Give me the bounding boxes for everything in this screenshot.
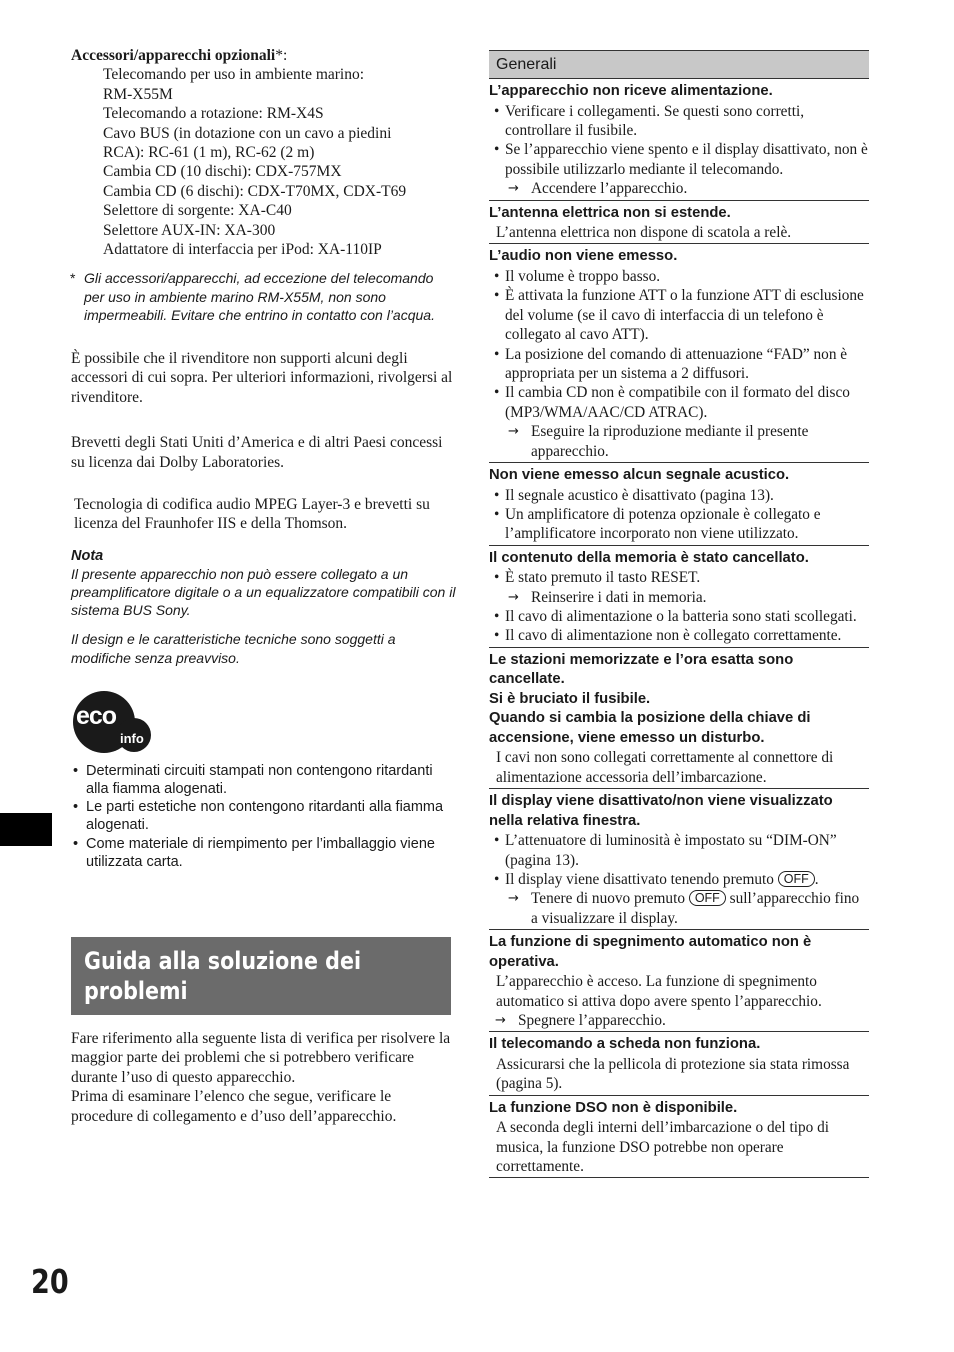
trouble-title: Il contenuto della memoria è stato cancellato. [489, 549, 809, 566]
bullet-line: • Il segnale acustico è disattivato (pagina 13). [494, 486, 774, 504]
trouble-title: Quando si cambia la posizione della chiave di accensione, viene emesso un disturbo. [489, 710, 811, 746]
trouble-title: L’apparecchio non riceve alimentazione. [489, 83, 773, 99]
trouble-title: Il telecomando a scheda non funziona. [489, 1036, 761, 1053]
trouble-title: Non viene emesso alcun segnale acustico. [489, 467, 790, 483]
nota-block [71, 547, 456, 667]
accessories-heading [71, 46, 456, 65]
section-title: Guida alla soluzione dei problemi [84, 947, 362, 1005]
eco-logo-text: eco [76, 701, 117, 730]
bullet-line: • Il cavo di alimentazione o la batteria sono stati scollegati. [494, 608, 857, 626]
trouble-text: A seconda degli interni dell’imbarcazione o del tipo di musica, la funzione DSO potrebbe non operare correttamente. [496, 1119, 830, 1176]
off-key-icon: OFF [778, 871, 815, 887]
trouble-title: Si è bruciato il fusibile. [489, 690, 651, 707]
intro-paragraph-2: Prima di esaminare l’elenco che segue, verificare le procedure di collegamento e d’uso dell’apparecchio. [71, 1088, 397, 1125]
design-note: Il design e le caratteristiche tecniche sono soggetti a modifiche senza preavviso. [71, 631, 396, 666]
trouble-title: La funzione DSO non è disponibile. [489, 1099, 738, 1116]
accessories-block [71, 46, 456, 259]
bullet-line: • Verificare i collegamenti. Se questi sono corretti, controllare il fusibile. [494, 102, 805, 139]
trouble-item [489, 1032, 869, 1095]
trouble-item [489, 648, 869, 789]
arrow-line: → Eseguire la riproduzione mediante il presente apparecchio. [508, 423, 809, 460]
footnote-star: * [70, 270, 76, 287]
trouble-text: L’antenna elettrica non dispone di scatola a relè. [496, 224, 792, 242]
bullet-line: • Il cavo di alimentazione non è collegato correttamente. [494, 627, 842, 645]
footnote [71, 269, 456, 325]
arrow-icon: → [508, 589, 519, 605]
intro-text [71, 1029, 456, 1126]
dolby-note: Brevetti degli Stati Uniti d’America e di altri Paesi concessi su licenza dai Dolby Laboratories. [71, 434, 443, 471]
accessories-star: *: [275, 47, 288, 64]
eco-logo-info-text: info [120, 730, 144, 746]
bullet-line: • Il display viene disattivato tenendo premuto OFF . [494, 870, 819, 888]
bullet-line: • È stato premuto il tasto RESET. [494, 569, 701, 587]
accessory-item: RM-X55M [103, 85, 173, 103]
arrow-line: → Reinserire i dati in memoria. [508, 588, 707, 606]
trouble-item [489, 79, 869, 201]
left-column [71, 46, 456, 871]
trouble-item [489, 789, 869, 930]
section-tab-marker [0, 813, 52, 846]
list-item: • Determinati circuiti stampati non contengono ritardanti alla fiamma alogenati. [73, 762, 433, 798]
trouble-text: Assicurarsi che la pellicola di protezione sia stata rimossa (pagina 5). [496, 1055, 850, 1093]
bullet-line: • Il volume è troppo basso. [494, 267, 661, 285]
bullet-line: • È attivata la funzione ATT o la funzione ATT di esclusione del volume (se il cavo di interfaccia di un telefono è collegato al cavo ATT). [494, 287, 864, 344]
trouble-item [489, 546, 869, 648]
accessory-item: Telecomando a rotazione: RM-X4S [103, 105, 324, 123]
bullet-line: • Se l’apparecchio viene spento e il display disattivato, non è possibile utilizzarlo mediante il telecomando. [494, 141, 868, 178]
accessories-title: Accessori/apparecchi opzionali [71, 47, 276, 64]
eco-info-logo [73, 691, 153, 753]
list-item: • Come materiale di riempimento per l’imballaggio viene utilizzata carta. [73, 835, 435, 870]
list-item: • Le parti estetiche non contengono ritardanti alla fiamma alogenati. [73, 799, 444, 834]
accessory-item: Adattatore di interfaccia per iPod: XA-110IP [103, 241, 382, 259]
bullet-line: • Il cambia CD non è compatibile con il formato del disco (MP3/WMA/AAC/CD ATRAC). [494, 384, 850, 421]
arrow-line: → Accendere l’apparecchio. [508, 180, 688, 198]
trouble-item [489, 244, 869, 463]
trouble-item [489, 463, 869, 546]
arrow-icon: → [508, 424, 519, 440]
troubleshooting-column [489, 50, 869, 1178]
arrow-icon: → [508, 891, 519, 907]
bullet-line: • L’attenuatore di luminosità è impostato su “DIM-ON” (pagina 13). [494, 832, 837, 869]
accessory-item: Selettore di sorgente: XA-C40 [103, 202, 292, 220]
trouble-title: Le stazioni memorizzate e l’ora esatta sono cancellate. [489, 651, 794, 688]
dealer-note: È possibile che il rivenditore non supporti alcuni degli accessori di cui sopra. Per ulteriori informazioni, rivolgersi al rivenditore. [71, 349, 453, 406]
accessory-item: Cambia CD (6 dischi): CDX-T70MX, CDX-T69 [103, 182, 407, 200]
generali-header: Generali [489, 50, 869, 79]
mpeg-note: Tecnologia di codifica audio MPEG Layer-3 e brevetti su licenza del Fraunhofer IIS e della Thomson. [74, 496, 430, 533]
section-banner [71, 937, 451, 1015]
eco-list [71, 762, 456, 871]
accessory-item: Telecomando per uso in ambiente marino: [103, 66, 365, 84]
nota-text: Il presente apparecchio non può essere collegato a un preamplificatore digitale o a un equalizzatore compatibili con il sistema BUS Sony. [71, 565, 456, 619]
page-number: 20 [31, 1262, 69, 1301]
accessory-item: Cavo BUS (in dotazione con un cavo a piedini [103, 124, 392, 142]
accessory-item: Cambia CD (10 dischi): CDX-757MX [103, 163, 342, 181]
nota-title: Nota [71, 547, 104, 564]
off-key-icon: OFF [689, 890, 726, 906]
trouble-item [489, 201, 869, 245]
intro-paragraph-1: Fare riferimento alla seguente lista di verifica per risolvere la maggior parte dei problemi che si potrebbero verificare durante l’uso di questo apparecchio. [71, 1030, 451, 1086]
trouble-title: L’audio non viene emesso. [489, 248, 678, 265]
trouble-title: La funzione di spegnimento automatico non è operativa. [489, 934, 812, 970]
accessory-item: RCA): RC-61 (1 m), RC-62 (2 m) [103, 144, 315, 162]
arrow-icon: → [508, 181, 519, 197]
arrow-line: → Tenere di nuovo premuto OFF sull’apparecchio fino a visualizzare il display. [508, 890, 860, 927]
trouble-title: Il display viene disattivato/non viene visualizzato nella relativa finestra. [489, 793, 833, 829]
arrow-icon: → [495, 1013, 506, 1028]
footnote-text: Gli accessori/apparecchi, ad eccezione del telecomando per uso in ambiente marino RM-X55M, non sono impermeabili. Evitare che entrino in contatto con l’acqua. [84, 270, 435, 324]
trouble-title: L’antenna elettrica non si estende. [489, 204, 731, 221]
trouble-text: L’apparecchio è acceso. La funzione di spegnimento automatico si attiva dopo avere spento l’apparecchio. [496, 973, 822, 1010]
trouble-item [489, 1096, 869, 1179]
trouble-item [489, 930, 869, 1032]
trouble-text: I cavi non sono collegati correttamente al connettore di alimentazione accessoria dell’imbarcazione. [496, 749, 834, 786]
arrow-line: → Spegnere l’apparecchio. [495, 1012, 666, 1029]
bullet-line: • Un amplificatore di potenza opzionale è collegato e l’amplificatore incorporato non viene utilizzato. [494, 505, 821, 543]
bullet-line: • La posizione del comando di attenuazione “FAD” non è appropriata per un sistema a 2 diffusori. [494, 345, 848, 382]
accessory-item: Selettore AUX-IN: XA-300 [103, 221, 276, 239]
